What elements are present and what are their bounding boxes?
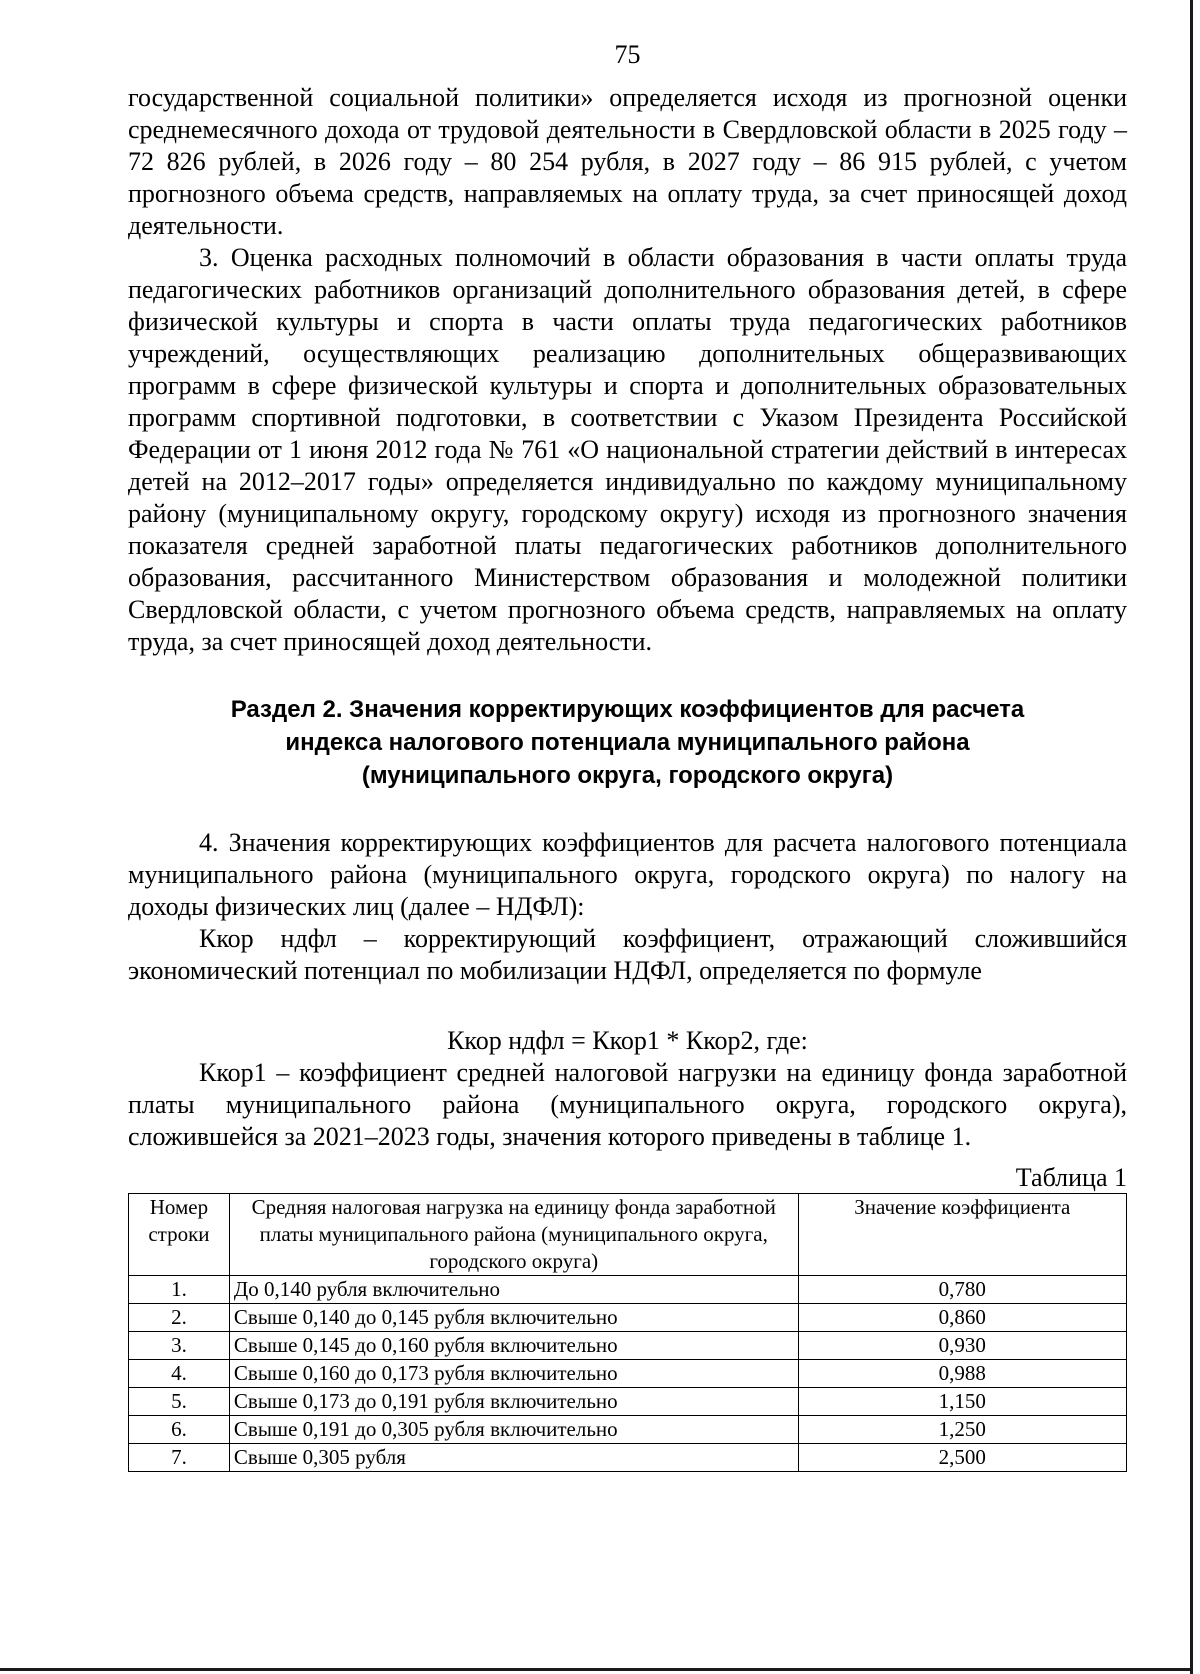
table-row [129,1360,1127,1388]
row-value: 1,250 [798,1416,1126,1444]
section-title-line-3: (муниципального округа, городского округа) [361,762,894,789]
table-caption: Таблица 1 [1015,1163,1127,1192]
table-header-row [129,1194,1127,1276]
row-description: Свыше 0,191 до 0,305 рубля включительно [229,1416,798,1444]
page-number: 75 [614,40,641,69]
paragraph-3: 3. Оценка расходных полномочий в области образования в части оплаты труда педагогических работников организаций дополнительного образования детей, в сфере физической культуры и спорта в части оплаты труда педагогических работников учреждений, осуществляющих реализацию дополнительных общеразвивающих программ в сфере физической культуры и спорта и дополнительных образовательных программ спортивной подготовки, в соответствии с Указом Президента Российской Федерации от 1 июня 2012 года № 761 «О национальной стратегии действий в интересах детей на 2012–2017 годы» определяется индивидуально по каждому муниципальному району (муниципальному округу, городскому округу) исходя из прогнозного значения показателя средней заработной платы педагогических работников дополнительного образования, рассчитанного Министерством образования и молодежной политики Свердловской области, с учетом прогнозного объема средств, направляемых на оплату труда, за счет приносящей доход деятельности. [128,243,1127,656]
row-number: 6. [129,1416,230,1444]
row-value: 1,150 [798,1388,1126,1416]
table-row [129,1304,1127,1332]
row-value: 0,988 [798,1360,1126,1388]
coefficient-table [128,1193,1127,1472]
paragraph-kkor-ndfl: Ккор ндфл – корректирующий коэффициент, отражающий сложившийся экономический потенциал по мобилизации НДФЛ, определяется по формуле [128,924,1127,985]
section-title-line-1: Раздел 2. Значения корректирующих коэффициентов для расчета [230,696,1025,723]
row-number: 4. [129,1360,230,1388]
row-number: 3. [129,1332,230,1360]
row-value: 0,860 [798,1304,1126,1332]
header-tax-burden: Средняя налоговая нагрузка на единицу фонда заработной платы муниципального района (муниципального округа, городского округа) [229,1194,798,1276]
row-description: Свыше 0,160 до 0,173 рубля включительно [229,1360,798,1388]
row-value: 0,930 [798,1332,1126,1360]
table-row [129,1388,1127,1416]
row-description: Свыше 0,140 до 0,145 рубля включительно [229,1304,798,1332]
row-number: 1. [129,1276,230,1304]
row-description: Свыше 0,173 до 0,191 рубля включительно [229,1388,798,1416]
row-value: 0,780 [798,1276,1126,1304]
row-description: До 0,140 рубля включительно [229,1276,798,1304]
page-edge-right [1190,0,1193,1674]
paragraph-continuation: государственной социальной политики» определяется исходя из прогнозной оценки среднемесячного дохода от трудовой деятельности в Свердловской области в 2025 году – 72 826 рублей, в 2026 году – 80 254 рубля, в 2027 году – 86 915 рублей, с учетом прогнозного объема средств, направляемых на оплату труда, за счет приносящей доход деятельности. [128,83,1127,240]
formula: Ккор ндфл = Ккор1 * Ккор2, где: [447,1026,808,1055]
row-number: 5. [129,1388,230,1416]
section-title-line-2: индекса налогового потенциала муниципального района [285,729,970,756]
row-number: 7. [129,1444,230,1472]
section-title [128,693,1127,792]
row-number: 2. [129,1304,230,1332]
table-row [129,1276,1127,1304]
row-description: Свыше 0,305 рубля [229,1444,798,1472]
paragraph-kkor1: Ккор1 – коэффициент средней налоговой нагрузки на единицу фонда заработной платы муниципального района (муниципального округа, городского округа), сложившейся за 2021–2023 годы, значения которого приведены в таблице 1. [128,1058,1127,1151]
paragraph-4: 4. Значения корректирующих коэффициентов для расчета налогового потенциала муниципального района (муниципального округа, городского округа) по налогу на доходы физических лиц (далее – НДФЛ): [128,828,1127,921]
table-row [129,1416,1127,1444]
header-coefficient-value: Значение коэффициента [798,1194,1126,1276]
page-edge-bottom [0,1668,1193,1671]
table-row [129,1444,1127,1472]
row-description: Свыше 0,145 до 0,160 рубля включительно [229,1332,798,1360]
document-body [128,82,1127,1472]
header-row-number: Номер строки [129,1194,230,1276]
table-row [129,1332,1127,1360]
row-value: 2,500 [798,1444,1126,1472]
